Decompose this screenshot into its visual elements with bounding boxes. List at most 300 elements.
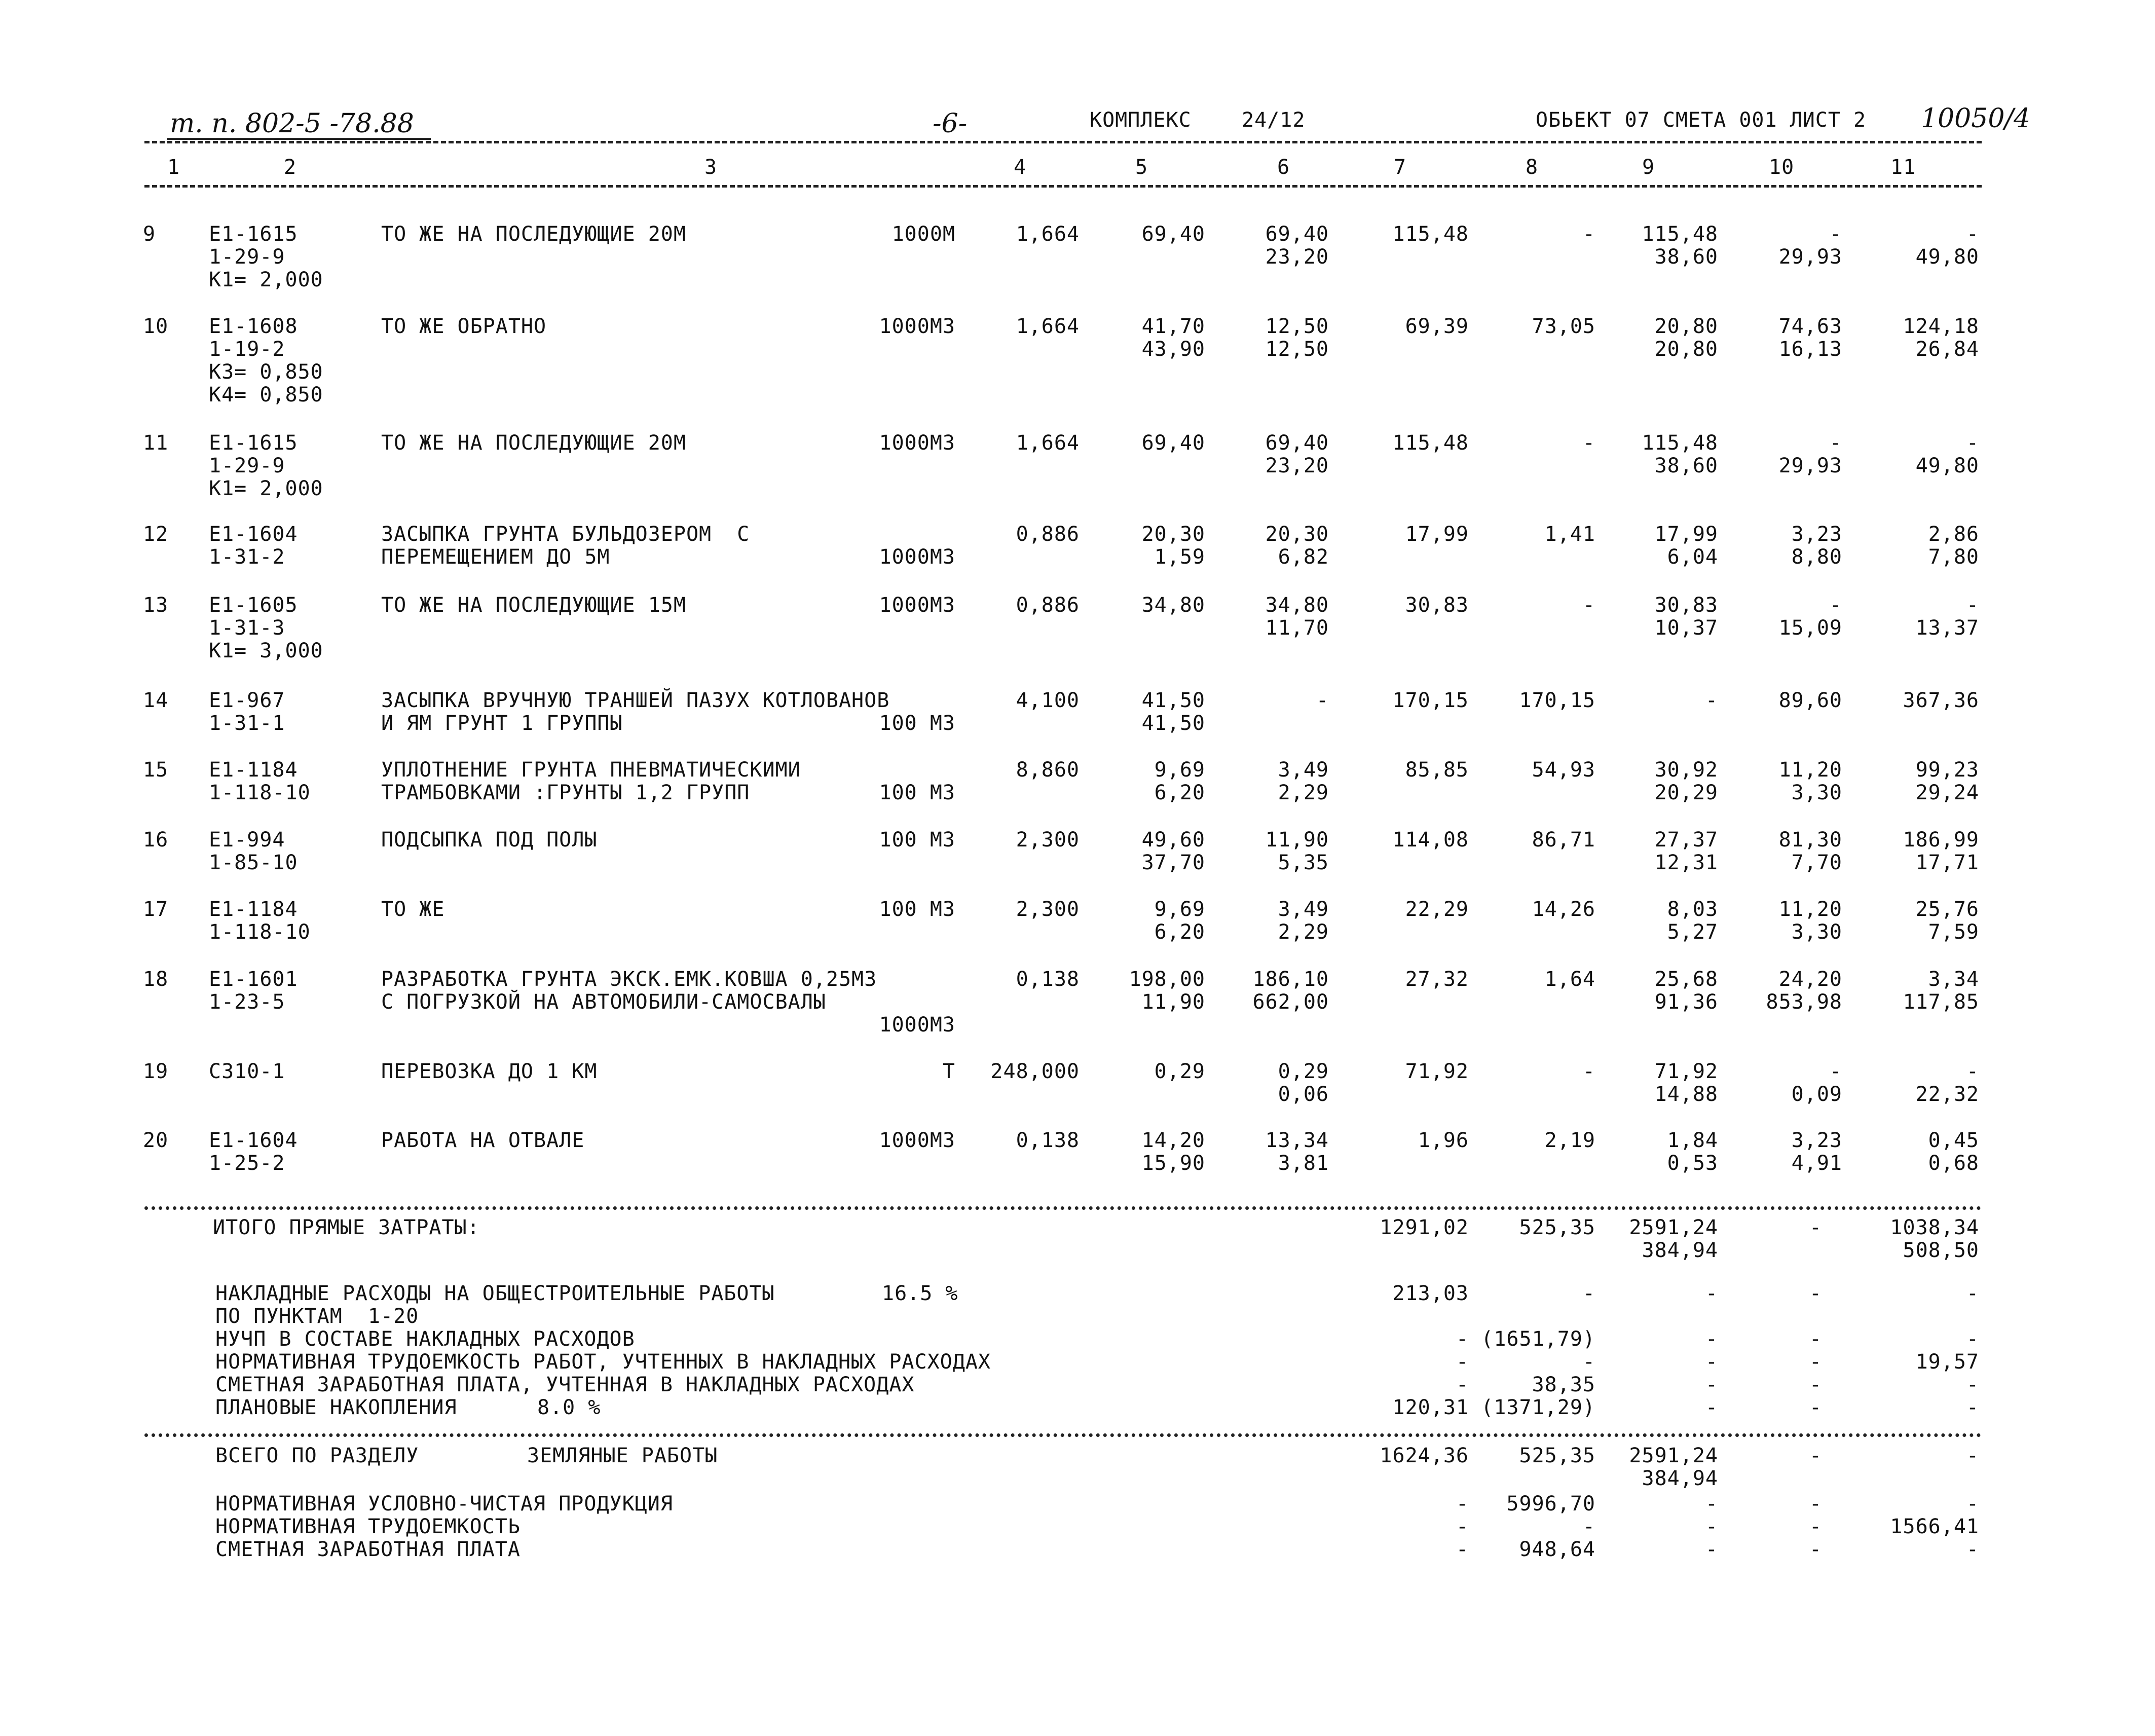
row-number: 16 bbox=[143, 828, 169, 852]
unit-cell: Т bbox=[942, 1060, 955, 1083]
col6-cell: 6,82 bbox=[1278, 545, 1329, 569]
totals-col9: - bbox=[1705, 1282, 1718, 1305]
quantity-cell: 1,664 bbox=[1016, 315, 1080, 338]
item-code: 1-85-10 bbox=[209, 851, 298, 874]
col6-cell: 11,70 bbox=[1265, 616, 1329, 640]
item-code: Е1-1615 bbox=[209, 431, 298, 455]
col9-cell: 5,27 bbox=[1667, 920, 1718, 944]
col8-cell: 1,64 bbox=[1544, 968, 1595, 991]
column-header-5: 5 bbox=[1135, 156, 1148, 179]
totals-label: НОРМАТИВНАЯ ТРУДОЕМКОСТЬ bbox=[215, 1515, 521, 1538]
col10-cell: 81,30 bbox=[1778, 828, 1842, 852]
col7-cell: 27,32 bbox=[1405, 968, 1469, 991]
col11-cell: 7,59 bbox=[1928, 920, 1979, 944]
col10-cell: - bbox=[1829, 431, 1842, 455]
totals-col7: - bbox=[1456, 1492, 1469, 1516]
col5-cell: 6,20 bbox=[1154, 920, 1205, 944]
col11-cell: 0,68 bbox=[1928, 1152, 1979, 1175]
totals-col8: 525,35 bbox=[1519, 1444, 1595, 1467]
totals-col11: 1566,41 bbox=[1890, 1515, 1979, 1538]
item-code: 1-23-5 bbox=[209, 990, 285, 1014]
totals-col7: - bbox=[1456, 1373, 1469, 1396]
col6-cell: 3,49 bbox=[1278, 898, 1329, 921]
quantity-cell: 4,100 bbox=[1016, 689, 1080, 712]
col5-cell: 43,90 bbox=[1141, 338, 1205, 361]
item-description: РАЗРАБОТКА ГРУНТА ЭКСК.ЕМК.КОВША 0,25М3 bbox=[381, 968, 877, 991]
col10-cell: 11,20 bbox=[1778, 898, 1842, 921]
col11-cell: 22,32 bbox=[1915, 1083, 1979, 1106]
col6-cell: 3,81 bbox=[1278, 1152, 1329, 1175]
quantity-cell: 1,664 bbox=[1016, 223, 1080, 246]
item-description: ТО ЖЕ НА ПОСЛЕДУЮЩИЕ 20М bbox=[381, 223, 686, 246]
totals-col10: - bbox=[1809, 1396, 1822, 1419]
totals-col8: 525,35 bbox=[1519, 1216, 1595, 1239]
item-code: Е1-994 bbox=[209, 828, 285, 852]
col6-cell: 3,49 bbox=[1278, 758, 1329, 782]
unit-cell: 1000М3 bbox=[879, 594, 955, 617]
col9-cell: 8,03 bbox=[1667, 898, 1718, 921]
row-number: 15 bbox=[143, 758, 169, 782]
item-code: Е1-1184 bbox=[209, 898, 298, 921]
col6-cell: 2,29 bbox=[1278, 920, 1329, 944]
col10-cell: 89,60 bbox=[1778, 689, 1842, 712]
item-code: Е1-1605 bbox=[209, 594, 298, 617]
quantity-cell: 0,138 bbox=[1016, 1129, 1080, 1152]
col6-cell: 0,06 bbox=[1278, 1083, 1329, 1106]
row-number: 19 bbox=[143, 1060, 169, 1083]
page-marker: -6- bbox=[933, 108, 968, 139]
totals-col9: - bbox=[1705, 1492, 1718, 1516]
col10-cell: - bbox=[1829, 223, 1842, 246]
item-code: 1-118-10 bbox=[209, 920, 311, 944]
col9-cell: 115,48 bbox=[1642, 223, 1718, 246]
col11-cell: 26,84 bbox=[1915, 338, 1979, 361]
col10-cell: 8,80 bbox=[1791, 545, 1842, 569]
unit-cell: 100 М3 bbox=[879, 781, 955, 804]
item-code: 1-25-2 bbox=[209, 1152, 285, 1175]
quantity-cell: 8,860 bbox=[1016, 758, 1080, 782]
column-rule bbox=[144, 185, 1982, 188]
totals-label: ИТОГО ПРЯМЫЕ ЗАТРАТЫ: bbox=[213, 1216, 480, 1239]
col7-cell: 22,29 bbox=[1405, 898, 1469, 921]
quantity-cell: 2,300 bbox=[1016, 898, 1080, 921]
totals-label: НОРМАТИВНАЯ УСЛОВНО-ЧИСТАЯ ПРОДУКЦИЯ bbox=[215, 1492, 673, 1516]
totals-percent: 16.5 % bbox=[882, 1282, 958, 1305]
col11-cell: 367,36 bbox=[1903, 689, 1979, 712]
totals-dotted-rule bbox=[144, 1206, 1982, 1210]
col9-cell: 25,68 bbox=[1654, 968, 1718, 991]
object-title: ОБЬЕКТ 07 СМЕТА 001 ЛИСТ 2 bbox=[1536, 108, 1867, 132]
item-code: 1-29-9 bbox=[209, 454, 285, 477]
column-header-6: 6 bbox=[1277, 156, 1290, 179]
section-dotted-rule bbox=[144, 1433, 1982, 1437]
totals-col7: 213,03 bbox=[1392, 1282, 1469, 1305]
item-description: ТО ЖЕ bbox=[381, 898, 445, 921]
col5-cell: 6,20 bbox=[1154, 781, 1205, 804]
col5-cell: 49,60 bbox=[1141, 828, 1205, 852]
col9-cell: - bbox=[1705, 689, 1718, 712]
unit-cell: 1000М3 bbox=[879, 1013, 955, 1037]
col5-cell: 9,69 bbox=[1154, 758, 1205, 782]
totals-col9: - bbox=[1705, 1515, 1718, 1538]
unit-cell: 1000М bbox=[891, 223, 955, 246]
col6-cell: 0,29 bbox=[1278, 1060, 1329, 1083]
col9-cell: 14,88 bbox=[1654, 1083, 1718, 1106]
totals-label: ВСЕГО ПО РАЗДЕЛУ bbox=[215, 1444, 419, 1467]
col9-cell: 20,80 bbox=[1654, 338, 1718, 361]
col5-cell: 0,29 bbox=[1154, 1060, 1205, 1083]
col11-cell: 25,76 bbox=[1915, 898, 1979, 921]
totals-col9: - bbox=[1705, 1327, 1718, 1351]
col10-cell: 29,93 bbox=[1778, 245, 1842, 269]
totals-col8: 948,64 bbox=[1519, 1538, 1595, 1561]
row-number: 14 bbox=[143, 689, 169, 712]
totals-col11: - bbox=[1966, 1282, 1979, 1305]
totals-col11: - bbox=[1966, 1396, 1979, 1419]
totals-col7: - bbox=[1456, 1538, 1469, 1561]
item-code: Е1-1608 bbox=[209, 315, 298, 338]
item-code: Е1-1604 bbox=[209, 523, 298, 546]
item-code: К3= 0,850 bbox=[209, 360, 323, 384]
totals-label: ПО ПУНКТАМ 1-20 bbox=[215, 1305, 419, 1328]
totals-col11: 19,57 bbox=[1915, 1350, 1979, 1374]
col6-cell: 23,20 bbox=[1265, 245, 1329, 269]
col7-cell: 85,85 bbox=[1405, 758, 1469, 782]
col5-cell: 1,59 bbox=[1154, 545, 1205, 569]
col11-cell: 17,71 bbox=[1915, 851, 1979, 874]
col6-cell: 34,80 bbox=[1265, 594, 1329, 617]
col7-cell: 115,48 bbox=[1392, 431, 1469, 455]
item-code: Е1-967 bbox=[209, 689, 285, 712]
row-number: 12 bbox=[143, 523, 169, 546]
col6-cell: 13,34 bbox=[1265, 1129, 1329, 1152]
col6-cell: 662,00 bbox=[1252, 990, 1329, 1014]
col8-cell: - bbox=[1582, 594, 1595, 617]
col6-cell: 5,35 bbox=[1278, 851, 1329, 874]
column-header-1: 1 bbox=[167, 156, 180, 179]
col6-cell: 2,29 bbox=[1278, 781, 1329, 804]
row-number: 18 bbox=[143, 968, 169, 991]
col7-cell: 170,15 bbox=[1392, 689, 1469, 712]
totals-label: СМЕТНАЯ ЗАРАБОТНАЯ ПЛАТА, УЧТЕННАЯ В НАКЛАДНЫХ РАСХОДАХ bbox=[215, 1373, 915, 1396]
col5-cell: 15,90 bbox=[1141, 1152, 1205, 1175]
col5-cell: 11,90 bbox=[1141, 990, 1205, 1014]
item-description: С ПОГРУЗКОЙ НА АВТОМОБИЛИ-САМОСВАЛЫ bbox=[381, 990, 826, 1014]
item-code: К1= 2,000 bbox=[209, 477, 323, 500]
item-code: 1-29-9 bbox=[209, 245, 285, 269]
totals-col7: - bbox=[1456, 1515, 1469, 1538]
item-code: Е1-1604 bbox=[209, 1129, 298, 1152]
col9-cell: 10,37 bbox=[1654, 616, 1718, 640]
col9-cell: 30,83 bbox=[1654, 594, 1718, 617]
item-description: ПЕРЕМЕЩЕНИЕМ ДО 5М bbox=[381, 545, 610, 569]
col10-cell: 16,13 bbox=[1778, 338, 1842, 361]
col9-cell: 20,29 bbox=[1654, 781, 1718, 804]
totals-col11: - bbox=[1966, 1373, 1979, 1396]
col11-cell: 13,37 bbox=[1915, 616, 1979, 640]
col9-cell: 12,31 bbox=[1654, 851, 1718, 874]
totals-col8: (1371,29) bbox=[1481, 1396, 1595, 1419]
col5-cell: 9,69 bbox=[1154, 898, 1205, 921]
totals-col10: - bbox=[1809, 1350, 1822, 1374]
quantity-cell: 248,000 bbox=[990, 1060, 1080, 1083]
col10-cell: 11,20 bbox=[1778, 758, 1842, 782]
col10-cell: 0,09 bbox=[1791, 1083, 1842, 1106]
col10-cell: 3,30 bbox=[1791, 781, 1842, 804]
item-description: ЗАСЫПКА ВРУЧНУЮ ТРАНШЕЙ ПАЗУХ КОТЛОВАНОВ bbox=[381, 689, 890, 712]
column-header-9: 9 bbox=[1642, 156, 1655, 179]
col5-cell: 14,20 bbox=[1141, 1129, 1205, 1152]
item-description: ТО ЖЕ НА ПОСЛЕДУЮЩИЕ 15М bbox=[381, 594, 686, 617]
totals-col10: - bbox=[1809, 1444, 1822, 1467]
col8-cell: - bbox=[1582, 1060, 1595, 1083]
col8-cell: 73,05 bbox=[1532, 315, 1595, 338]
column-header-2: 2 bbox=[284, 156, 297, 179]
col9-cell: 91,36 bbox=[1654, 990, 1718, 1014]
col9-cell: 20,80 bbox=[1654, 315, 1718, 338]
totals-label: НАКЛАДНЫЕ РАСХОДЫ НА ОБЩЕСТРОИТЕЛЬНЫЕ РАБОТЫ bbox=[215, 1282, 775, 1305]
totals-col9: - bbox=[1705, 1373, 1718, 1396]
col11-cell: 3,34 bbox=[1928, 968, 1979, 991]
col10-cell: - bbox=[1829, 594, 1842, 617]
col8-cell: 2,19 bbox=[1544, 1129, 1595, 1152]
totals-col9: - bbox=[1705, 1350, 1718, 1374]
col11-cell: 7,80 bbox=[1928, 545, 1979, 569]
col11-cell: - bbox=[1966, 223, 1979, 246]
row-number: 13 bbox=[143, 594, 169, 617]
totals-col8: - bbox=[1582, 1515, 1595, 1538]
quantity-cell: 0,138 bbox=[1016, 968, 1080, 991]
item-code: 1-31-1 bbox=[209, 712, 285, 735]
item-code: К4= 0,850 bbox=[209, 383, 323, 407]
col9-cell: 17,99 bbox=[1654, 523, 1718, 546]
col8-cell: - bbox=[1582, 431, 1595, 455]
item-description: ТРАМБОВКАМИ :ГРУНТЫ 1,2 ГРУПП bbox=[381, 781, 750, 804]
col6-cell: 186,10 bbox=[1252, 968, 1329, 991]
col9-cell: 115,48 bbox=[1642, 431, 1718, 455]
item-code: Е1-1601 bbox=[209, 968, 298, 991]
col9-cell: 38,60 bbox=[1654, 454, 1718, 477]
col6-cell: 12,50 bbox=[1265, 315, 1329, 338]
item-description: ПЕРЕВОЗКА ДО 1 КМ bbox=[381, 1060, 598, 1083]
col9-cell: 30,92 bbox=[1654, 758, 1718, 782]
totals-col7: 1624,36 bbox=[1380, 1444, 1469, 1467]
col9-cell: 38,60 bbox=[1654, 245, 1718, 269]
row-number: 9 bbox=[143, 223, 156, 246]
col6-cell: 12,50 bbox=[1265, 338, 1329, 361]
column-header-7: 7 bbox=[1394, 156, 1407, 179]
totals-col11: - bbox=[1966, 1327, 1979, 1351]
col10-cell: 3,30 bbox=[1791, 920, 1842, 944]
complex-value: 24/12 bbox=[1242, 108, 1306, 132]
totals-col10: - bbox=[1809, 1492, 1822, 1516]
col11-cell: - bbox=[1966, 1060, 1979, 1083]
totals-col10: - bbox=[1809, 1282, 1822, 1305]
col6-cell: - bbox=[1316, 689, 1329, 712]
totals-label: СМЕТНАЯ ЗАРАБОТНАЯ ПЛАТА bbox=[215, 1538, 521, 1561]
item-description: ТО ЖЕ НА ПОСЛЕДУЮЩИЕ 20М bbox=[381, 431, 686, 455]
totals-label: НУЧП В СОСТАВЕ НАКЛАДНЫХ РАСХОДОВ bbox=[215, 1327, 635, 1351]
totals-col10: - bbox=[1809, 1216, 1822, 1239]
totals-col11: - bbox=[1966, 1492, 1979, 1516]
unit-cell: 100 М3 bbox=[879, 712, 955, 735]
col6-cell: 23,20 bbox=[1265, 454, 1329, 477]
totals-col11: 1038,34 bbox=[1890, 1216, 1979, 1239]
item-code: 1-31-3 bbox=[209, 616, 285, 640]
col10-cell: - bbox=[1829, 1060, 1842, 1083]
top-rule bbox=[144, 141, 1982, 143]
item-code: Е1-1184 bbox=[209, 758, 298, 782]
col5-cell: 69,40 bbox=[1141, 223, 1205, 246]
totals-col7: - bbox=[1456, 1327, 1469, 1351]
column-header-4: 4 bbox=[1014, 156, 1027, 179]
totals-col11: 508,50 bbox=[1903, 1239, 1979, 1262]
quantity-cell: 0,886 bbox=[1016, 594, 1080, 617]
col11-cell: 0,45 bbox=[1928, 1129, 1979, 1152]
totals-col9: 384,94 bbox=[1642, 1467, 1718, 1490]
unit-cell: 100 М3 bbox=[879, 828, 955, 852]
totals-col10: - bbox=[1809, 1515, 1822, 1538]
col5-cell: 41,50 bbox=[1141, 689, 1205, 712]
col8-cell: 170,15 bbox=[1519, 689, 1595, 712]
col11-cell: - bbox=[1966, 431, 1979, 455]
col9-cell: 6,04 bbox=[1667, 545, 1718, 569]
item-code: К1= 2,000 bbox=[209, 268, 323, 291]
col7-cell: 114,08 bbox=[1392, 828, 1469, 852]
column-header-10: 10 bbox=[1769, 156, 1795, 179]
col6-cell: 20,30 bbox=[1265, 523, 1329, 546]
item-code: Е1-1615 bbox=[209, 223, 298, 246]
unit-cell: 1000М3 bbox=[879, 545, 955, 569]
totals-col10: - bbox=[1809, 1373, 1822, 1396]
section-name: ЗЕМЛЯНЫЕ РАБОТЫ bbox=[527, 1444, 718, 1467]
quantity-cell: 0,886 bbox=[1016, 523, 1080, 546]
col11-cell: - bbox=[1966, 594, 1979, 617]
col5-cell: 20,30 bbox=[1141, 523, 1205, 546]
unit-cell: 100 М3 bbox=[879, 898, 955, 921]
item-description: РАБОТА НА ОТВАЛЕ bbox=[381, 1129, 585, 1152]
col8-cell: 54,93 bbox=[1532, 758, 1595, 782]
totals-col8: - bbox=[1582, 1282, 1595, 1305]
item-description: И ЯМ ГРУНТ 1 ГРУППЫ bbox=[381, 712, 623, 735]
col5-cell: 69,40 bbox=[1141, 431, 1205, 455]
col10-cell: 29,93 bbox=[1778, 454, 1842, 477]
col8-cell: 1,41 bbox=[1544, 523, 1595, 546]
item-code: 1-31-2 bbox=[209, 545, 285, 569]
totals-col9: 2591,24 bbox=[1629, 1444, 1718, 1467]
col6-cell: 69,40 bbox=[1265, 223, 1329, 246]
col6-cell: 69,40 bbox=[1265, 431, 1329, 455]
col11-cell: 124,18 bbox=[1903, 315, 1979, 338]
col10-cell: 74,63 bbox=[1778, 315, 1842, 338]
item-description: ЗАСЫПКА ГРУНТА БУЛЬДОЗЕРОМ С bbox=[381, 523, 750, 546]
totals-col7: - bbox=[1456, 1350, 1469, 1374]
column-header-8: 8 bbox=[1526, 156, 1539, 179]
column-header-11: 11 bbox=[1890, 156, 1916, 179]
row-number: 11 bbox=[143, 431, 169, 455]
col10-cell: 853,98 bbox=[1766, 990, 1842, 1014]
totals-col7: 120,31 bbox=[1392, 1396, 1469, 1419]
totals-col8: (1651,79) bbox=[1481, 1327, 1595, 1351]
totals-col8: - bbox=[1582, 1350, 1595, 1374]
col11-cell: 99,23 bbox=[1915, 758, 1979, 782]
header-underline bbox=[167, 138, 431, 140]
item-description: ТО ЖЕ ОБРАТНО bbox=[381, 315, 547, 338]
totals-col9: 2591,24 bbox=[1629, 1216, 1718, 1239]
col11-cell: 29,24 bbox=[1915, 781, 1979, 804]
totals-col10: - bbox=[1809, 1327, 1822, 1351]
col9-cell: 27,37 bbox=[1654, 828, 1718, 852]
quantity-cell: 1,664 bbox=[1016, 431, 1080, 455]
totals-label: ПЛАНОВЫЕ НАКОПЛЕНИЯ bbox=[215, 1396, 457, 1419]
column-header-3: 3 bbox=[704, 156, 718, 179]
col11-cell: 49,80 bbox=[1915, 454, 1979, 477]
totals-col10: - bbox=[1809, 1538, 1822, 1561]
col10-cell: 4,91 bbox=[1791, 1152, 1842, 1175]
col10-cell: 3,23 bbox=[1791, 523, 1842, 546]
unit-cell: 1000М3 bbox=[879, 315, 955, 338]
col11-cell: 186,99 bbox=[1903, 828, 1979, 852]
totals-label: НОРМАТИВНАЯ ТРУДОЕМКОСТЬ РАБОТ, УЧТЕННЫХ В НАКЛАДНЫХ РАСХОДАХ bbox=[215, 1350, 991, 1374]
col8-cell: 86,71 bbox=[1532, 828, 1595, 852]
col7-cell: 1,96 bbox=[1418, 1129, 1469, 1152]
col5-cell: 37,70 bbox=[1141, 851, 1205, 874]
col5-cell: 41,70 bbox=[1141, 315, 1205, 338]
item-code: 1-19-2 bbox=[209, 338, 285, 361]
item-description: ПОДСЫПКА ПОД ПОЛЫ bbox=[381, 828, 598, 852]
col10-cell: 15,09 bbox=[1778, 616, 1842, 640]
col7-cell: 30,83 bbox=[1405, 594, 1469, 617]
col11-cell: 117,85 bbox=[1903, 990, 1979, 1014]
row-number: 10 bbox=[143, 315, 169, 338]
col11-cell: 2,86 bbox=[1928, 523, 1979, 546]
col7-cell: 17,99 bbox=[1405, 523, 1469, 546]
col10-cell: 24,20 bbox=[1778, 968, 1842, 991]
col7-cell: 115,48 bbox=[1392, 223, 1469, 246]
totals-col9: - bbox=[1705, 1538, 1718, 1561]
item-code: 1-118-10 bbox=[209, 781, 311, 804]
col9-cell: 0,53 bbox=[1667, 1152, 1718, 1175]
quantity-cell: 2,300 bbox=[1016, 828, 1080, 852]
col7-cell: 69,39 bbox=[1405, 315, 1469, 338]
col11-cell: 49,80 bbox=[1915, 245, 1979, 269]
col10-cell: 3,23 bbox=[1791, 1129, 1842, 1152]
col5-cell: 198,00 bbox=[1129, 968, 1205, 991]
col9-cell: 71,92 bbox=[1654, 1060, 1718, 1083]
totals-col11: - bbox=[1966, 1444, 1979, 1467]
unit-cell: 1000М3 bbox=[879, 1129, 955, 1152]
col5-cell: 34,80 bbox=[1141, 594, 1205, 617]
col5-cell: 41,50 bbox=[1141, 712, 1205, 735]
totals-col8: 5996,70 bbox=[1506, 1492, 1595, 1516]
handwritten-code: 10050/4 bbox=[1921, 103, 2031, 134]
col10-cell: 7,70 bbox=[1791, 851, 1842, 874]
totals-col11: - bbox=[1966, 1538, 1979, 1561]
totals-col9: 384,94 bbox=[1642, 1239, 1718, 1262]
col6-cell: 11,90 bbox=[1265, 828, 1329, 852]
doc-reference: т. п. 802-5 -78.88 bbox=[170, 108, 414, 139]
item-code: С310-1 bbox=[209, 1060, 285, 1083]
col7-cell: 71,92 bbox=[1405, 1060, 1469, 1083]
col8-cell: 14,26 bbox=[1532, 898, 1595, 921]
row-number: 17 bbox=[143, 898, 169, 921]
totals-col7: 1291,02 bbox=[1380, 1216, 1469, 1239]
totals-col8: 38,35 bbox=[1532, 1373, 1595, 1396]
row-number: 20 bbox=[143, 1129, 169, 1152]
unit-cell: 1000М3 bbox=[879, 431, 955, 455]
col9-cell: 1,84 bbox=[1667, 1129, 1718, 1152]
col8-cell: - bbox=[1582, 223, 1595, 246]
